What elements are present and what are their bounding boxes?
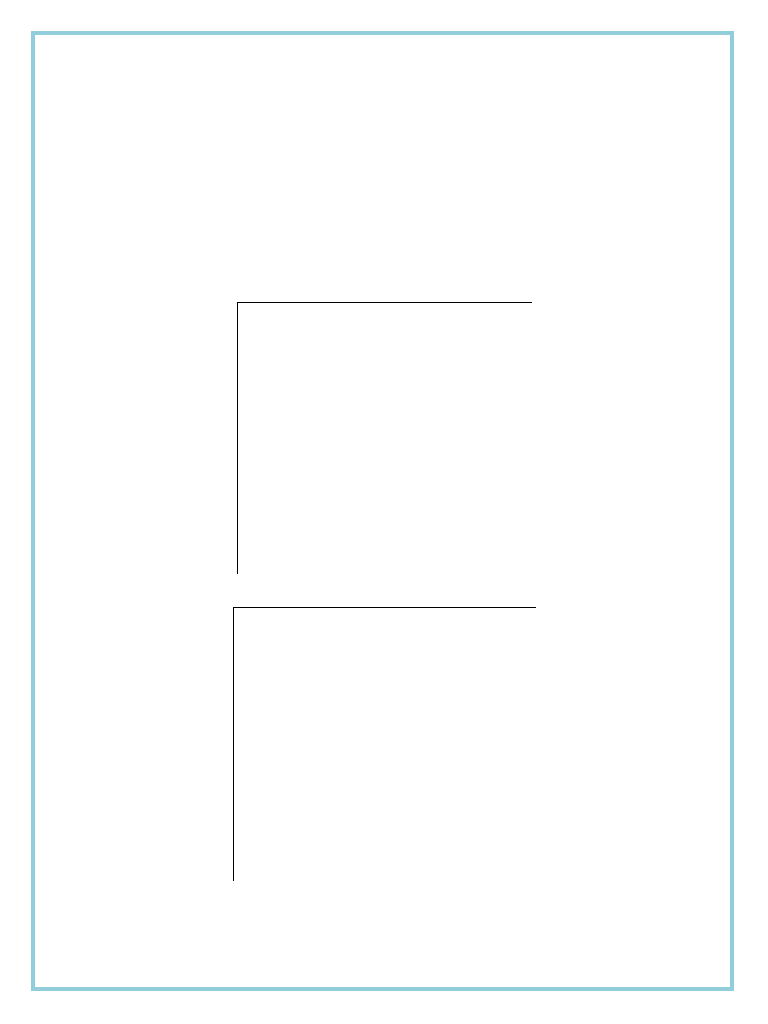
answer-grid[interactable] [233, 607, 536, 881]
pattern-grid [237, 302, 532, 574]
task-instruction [113, 242, 135, 256]
